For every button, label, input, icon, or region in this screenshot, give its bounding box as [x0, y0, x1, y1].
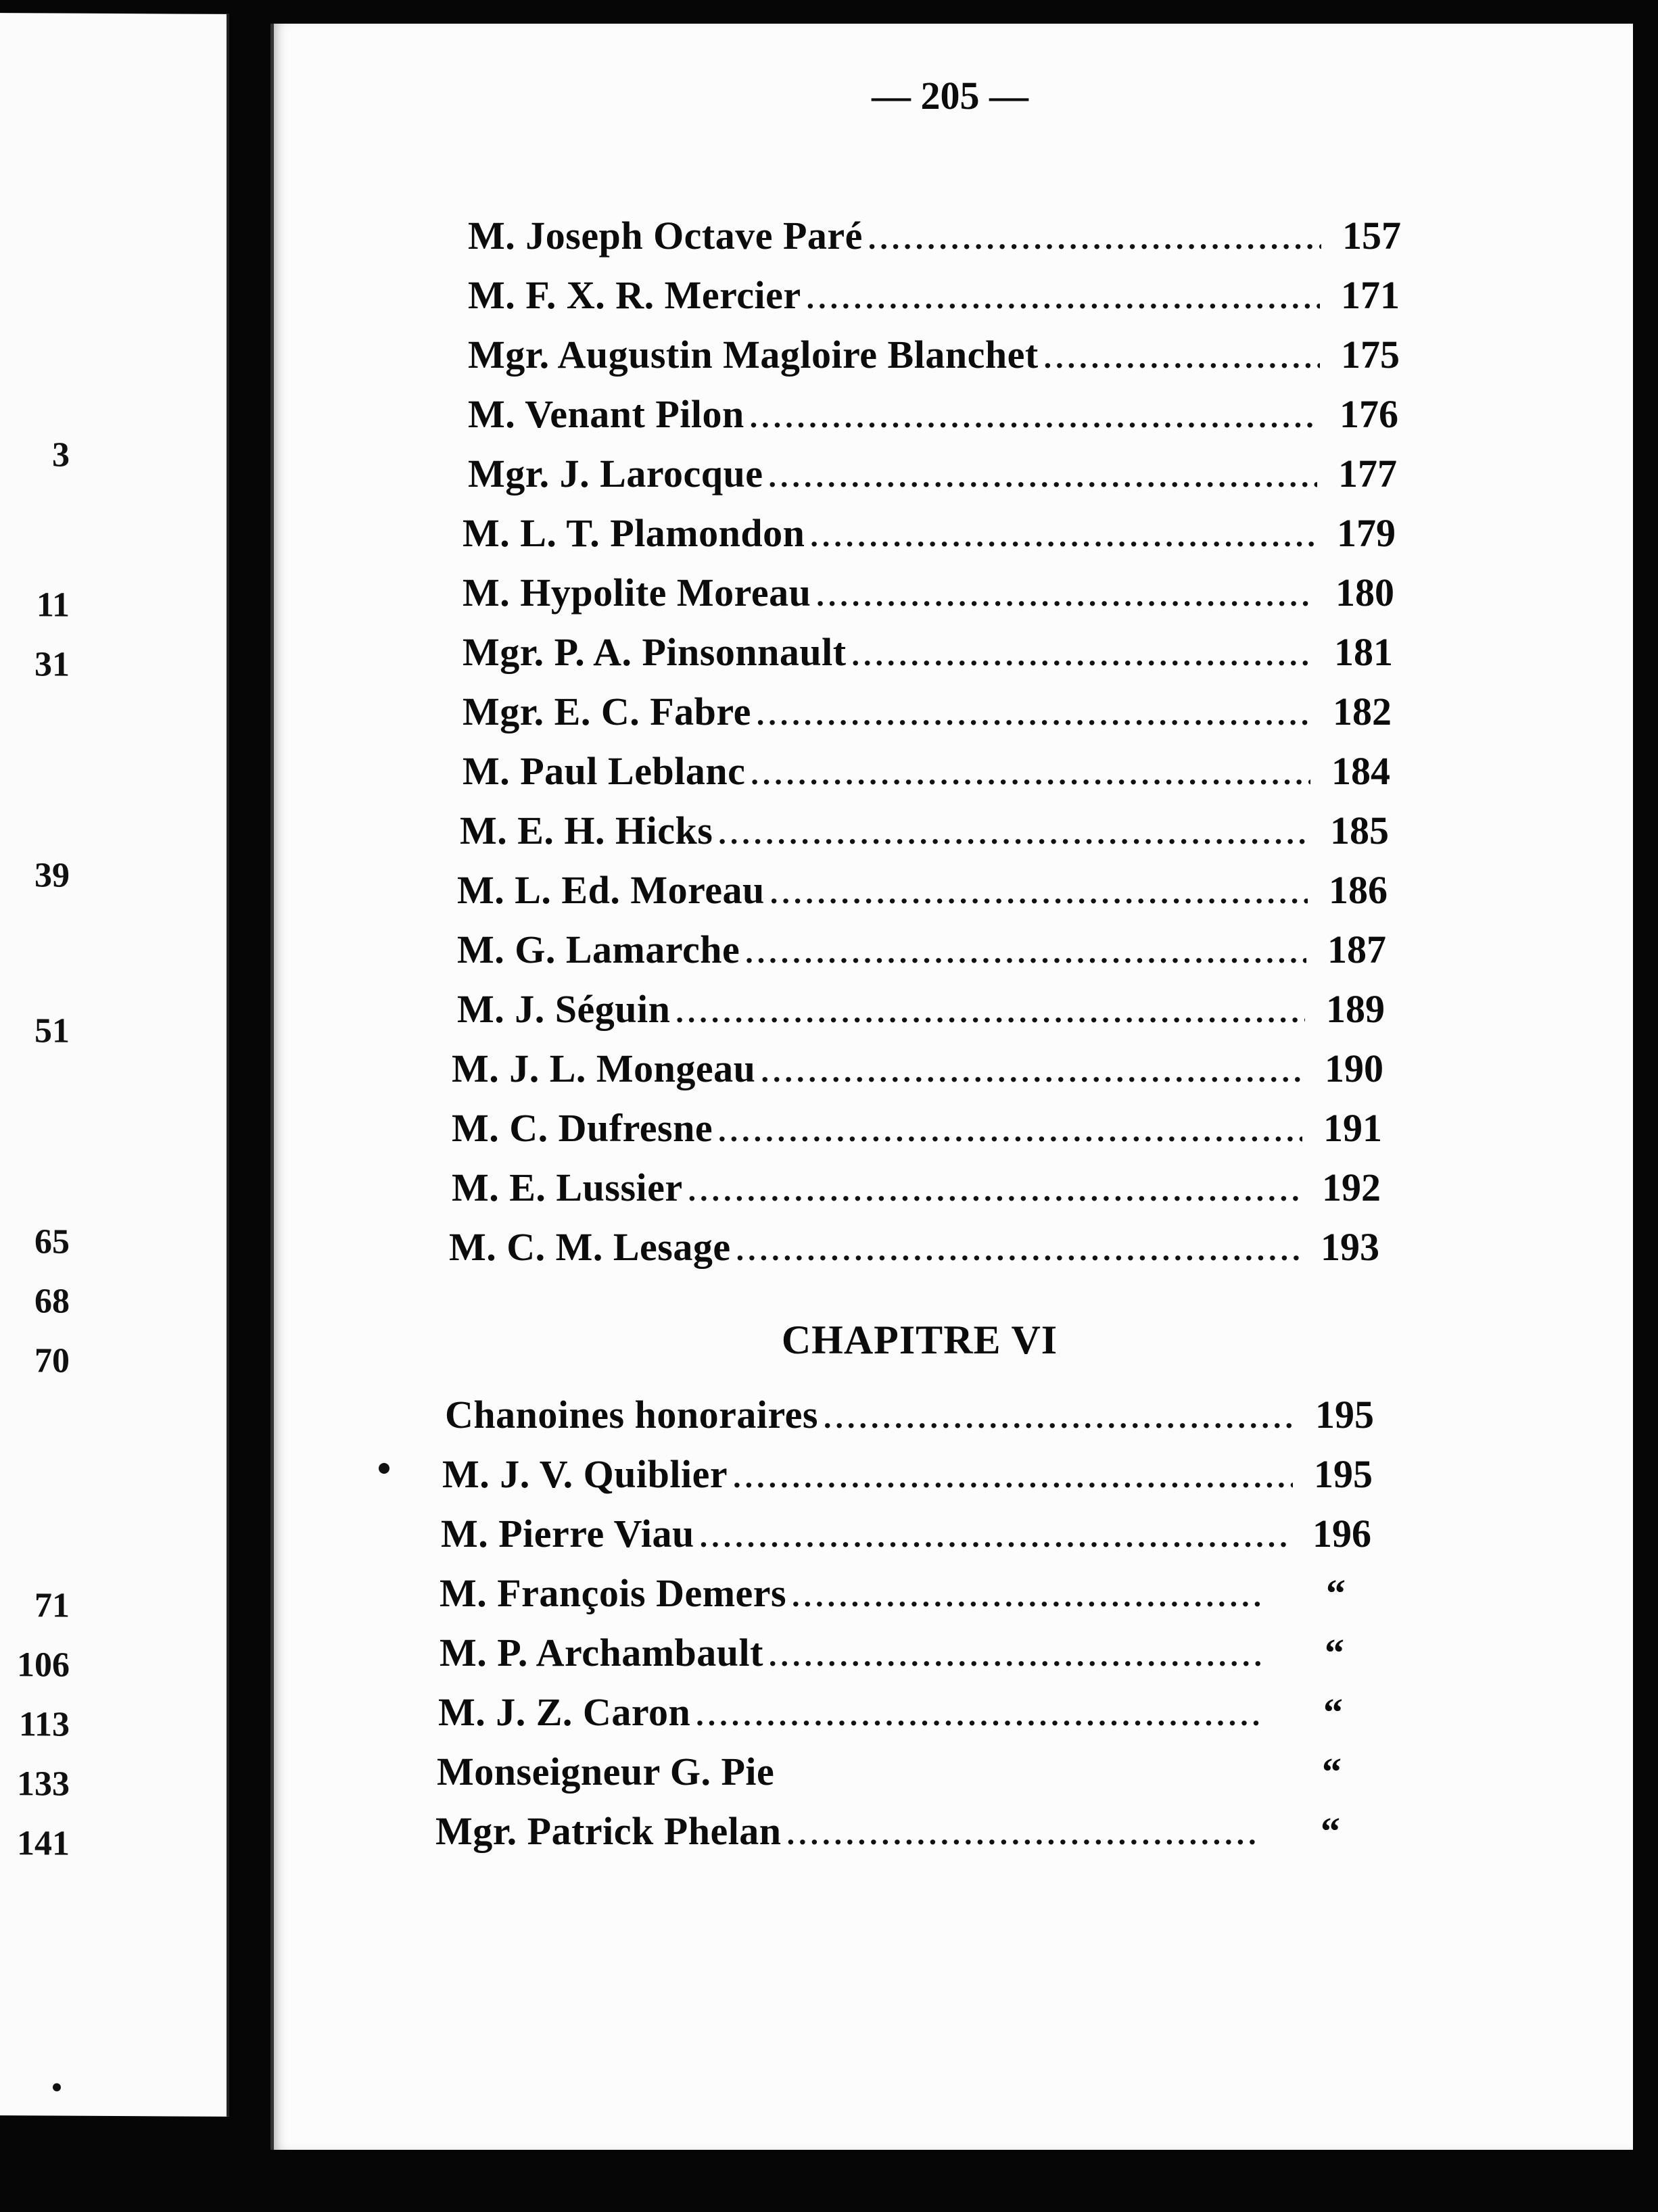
- toc-entry-page: 189: [1326, 987, 1385, 1031]
- toc-entry-name: M. C. Dufresne: [452, 1106, 713, 1150]
- toc-entry-name: M. F. X. R. Mercier: [468, 273, 801, 317]
- dot-leader: [769, 452, 1317, 502]
- dot-leader: [787, 1809, 1260, 1859]
- left-page-number: 106: [17, 1645, 70, 1685]
- toc-entry-name: Mgr. P. A. Pinsonnault: [463, 630, 847, 674]
- toc-entry-page: 176: [1340, 392, 1398, 436]
- toc-entry-page: 192: [1322, 1165, 1381, 1209]
- toc-entry-page: 179: [1337, 511, 1396, 555]
- toc-entry-page: 193: [1321, 1225, 1379, 1269]
- toc-entry-name: M. E. Lussier: [452, 1165, 683, 1209]
- margin-mark: [379, 1463, 389, 1474]
- dot-leader: [816, 571, 1314, 621]
- toc-entry-name: M. J. Séguin: [457, 987, 671, 1031]
- toc-entry-name: M. P. Archambault: [440, 1631, 763, 1675]
- dot-leader: [1044, 333, 1320, 383]
- toc-entry-name: M. Venant Pilon: [468, 392, 744, 436]
- toc-entry: [468, 449, 1397, 499]
- toc-entry: [438, 1687, 1343, 1737]
- toc-entry-page: 177: [1338, 452, 1397, 496]
- toc-entry: [440, 1628, 1344, 1678]
- left-page-number: 68: [34, 1282, 70, 1321]
- toc-entry: [463, 746, 1390, 796]
- toc-entry: [437, 1747, 1342, 1797]
- toc-entry: [463, 508, 1396, 558]
- dot-leader: [807, 273, 1320, 323]
- toc-entry: [441, 1509, 1371, 1559]
- dot-leader: [745, 928, 1306, 978]
- toc-entry-page: 190: [1325, 1047, 1383, 1090]
- toc-entry-page: 185: [1330, 809, 1389, 852]
- left-page-mark: [53, 2084, 61, 2092]
- toc-entry: [440, 1568, 1346, 1618]
- left-page-number: 3: [52, 435, 70, 475]
- toc-entry-page: 182: [1333, 690, 1392, 734]
- toc-entry-name: M. L. T. Plamondon: [463, 511, 805, 555]
- toc-entry-name: M. Paul Leblanc: [463, 749, 746, 793]
- chapter-heading: CHAPITRE VI: [781, 1318, 1058, 1362]
- toc-entry: [463, 687, 1392, 737]
- toc-entry-name: M. J. Z. Caron: [438, 1690, 691, 1734]
- dot-leader: [700, 1512, 1292, 1562]
- toc-entry-name: M. L. Ed. Moreau: [457, 868, 765, 912]
- toc-entry-page: 195: [1314, 1452, 1373, 1496]
- toc-entry-name: M. C. M. Lesage: [449, 1225, 731, 1269]
- toc-entry-page: “: [1321, 1809, 1340, 1853]
- toc-entry-page: “: [1323, 1690, 1343, 1734]
- toc-entry: [468, 211, 1401, 261]
- toc-entry: [463, 568, 1394, 618]
- dot-leader: [750, 392, 1319, 442]
- left-page-number: 71: [34, 1586, 70, 1625]
- toc-entry-name: Mgr. Augustin Magloire Blanchet: [468, 333, 1039, 377]
- dot-leader: [761, 1047, 1304, 1097]
- left-page-number: 11: [36, 585, 70, 625]
- page-number: — 205 —: [872, 74, 1028, 118]
- toc-entry-name: M. Joseph Octave Paré: [468, 214, 863, 258]
- dot-leader: [852, 630, 1313, 680]
- toc-entry: [442, 1449, 1373, 1499]
- toc-entry-page: “: [1326, 1571, 1346, 1615]
- toc-entry-name: Chanoines honoraires: [445, 1393, 818, 1437]
- dot-leader: [792, 1571, 1266, 1621]
- left-page-number: 31: [34, 645, 70, 684]
- toc-entry-page: 180: [1335, 571, 1394, 615]
- dot-leader: [868, 214, 1321, 264]
- toc-entry-page: “: [1322, 1750, 1342, 1794]
- toc-entry-page: 175: [1341, 333, 1400, 377]
- toc-entry-name: Mgr. J. Larocque: [468, 452, 763, 496]
- toc-entry-page: 196: [1312, 1512, 1371, 1556]
- toc-entry-page: 184: [1331, 749, 1390, 793]
- toc-entry: [452, 1163, 1381, 1213]
- left-page-number: 65: [34, 1222, 70, 1261]
- toc-entry-name: M. François Demers: [440, 1571, 787, 1615]
- toc-entry-name: M. Hypolite Moreau: [463, 571, 811, 615]
- toc-entry: [452, 1044, 1383, 1094]
- left-page-number: 51: [34, 1011, 70, 1051]
- toc-entry: [457, 984, 1385, 1034]
- dot-leader: [824, 1393, 1294, 1443]
- toc-entry: [460, 806, 1389, 856]
- toc-entry-name: M. J. V. Quiblier: [442, 1452, 728, 1496]
- left-page-number: 70: [34, 1341, 70, 1380]
- toc-entry: [449, 1222, 1379, 1272]
- toc-entry-page: 171: [1341, 273, 1400, 317]
- left-page-number: 113: [18, 1705, 70, 1744]
- left-facing-page: [0, 13, 229, 2117]
- toc-entry-page: 157: [1342, 214, 1401, 258]
- dot-leader: [718, 809, 1309, 859]
- toc-entry-name: M. E. H. Hicks: [460, 809, 713, 852]
- toc-entry: [452, 1103, 1382, 1153]
- toc-entry-name: Mgr. Patrick Phelan: [435, 1809, 782, 1853]
- toc-entry-name: M. Pierre Viau: [441, 1512, 694, 1556]
- dot-leader: [770, 868, 1308, 918]
- toc-entry-page: 181: [1334, 630, 1393, 674]
- toc-entry-page: 187: [1327, 928, 1386, 971]
- toc-entry-name: Mgr. E. C. Fabre: [463, 690, 751, 734]
- dot-leader: [696, 1690, 1263, 1740]
- toc-entry: [445, 1390, 1374, 1440]
- toc-entry-name: Monseigneur G. Pie: [437, 1750, 775, 1794]
- toc-entry-page: 195: [1315, 1393, 1374, 1437]
- dot-leader: [751, 749, 1310, 799]
- left-page-number: 141: [17, 1824, 70, 1863]
- dot-leader: [676, 987, 1305, 1037]
- toc-entry: [435, 1806, 1340, 1856]
- toc-entry: [457, 925, 1386, 975]
- dot-leader: [688, 1165, 1301, 1216]
- dot-leader: [757, 690, 1312, 740]
- toc-entry-page: 191: [1323, 1106, 1382, 1150]
- left-page-number: 133: [17, 1764, 70, 1804]
- dot-leader: [718, 1106, 1302, 1156]
- toc-entry-page: 186: [1329, 868, 1388, 912]
- toc-entry: [468, 389, 1398, 439]
- toc-entry-name: M. G. Lamarche: [457, 928, 740, 971]
- dot-leader: [736, 1225, 1300, 1275]
- toc-entry: [468, 270, 1400, 320]
- toc-entry: [468, 330, 1400, 380]
- dot-leader: [769, 1631, 1264, 1681]
- toc-entry-name: M. J. L. Mongeau: [452, 1047, 756, 1090]
- left-page-number: 39: [34, 856, 70, 895]
- dot-leader: [733, 1452, 1293, 1502]
- toc-entry: [457, 865, 1388, 915]
- dot-leader: [810, 511, 1316, 561]
- toc-entry-page: “: [1325, 1631, 1344, 1675]
- toc-entry: [463, 627, 1393, 677]
